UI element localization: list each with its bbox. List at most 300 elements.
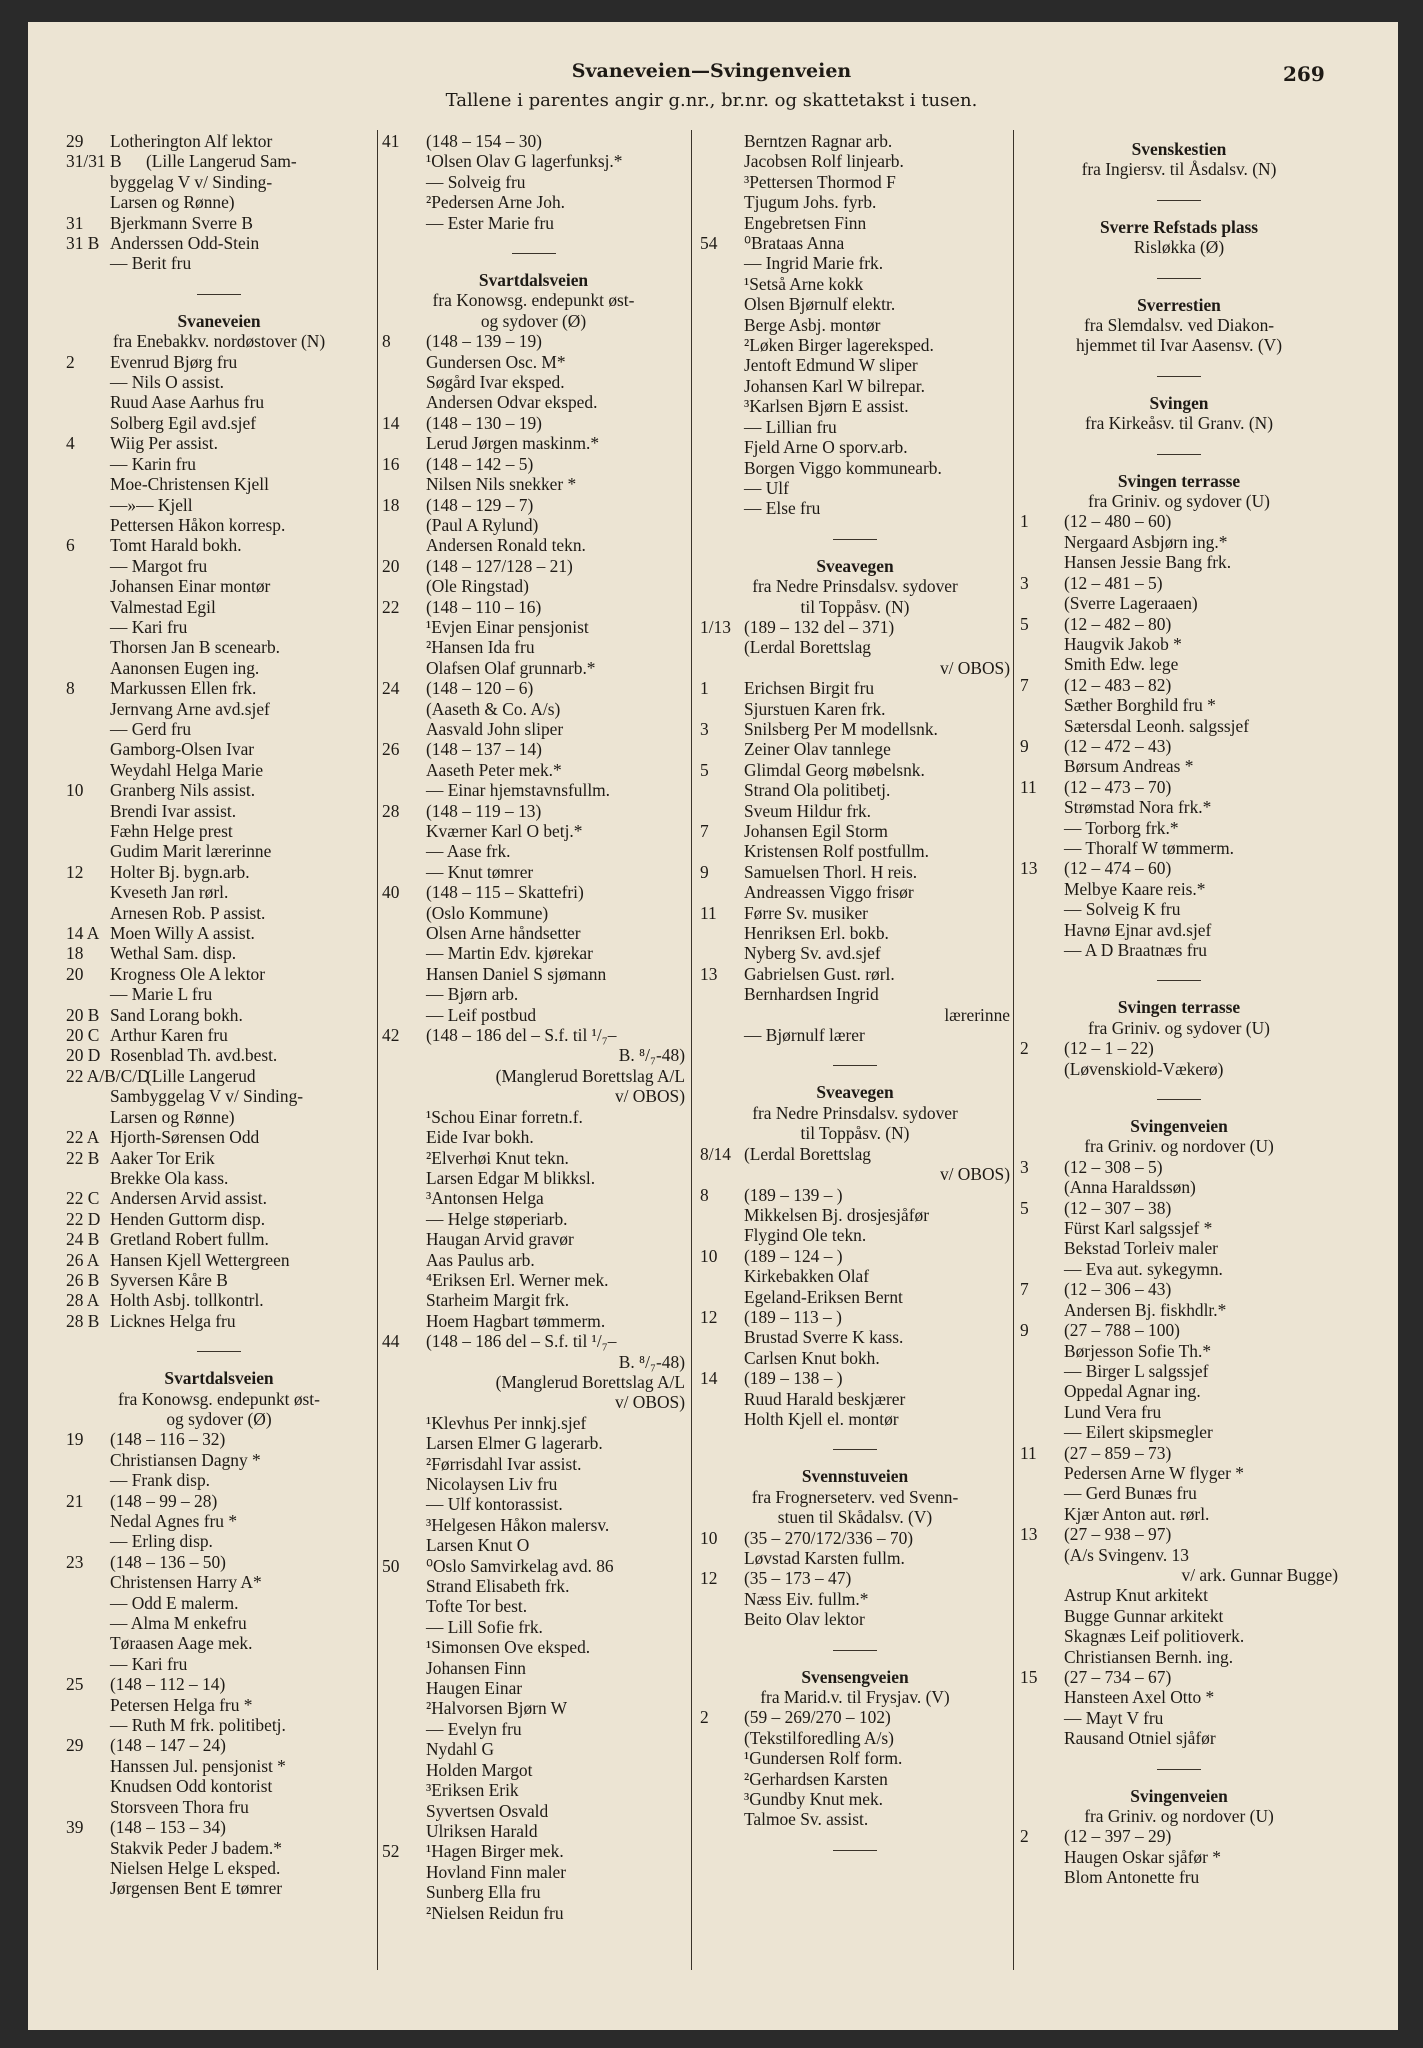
entry-text: ²Halvorsen Bjørn W xyxy=(426,1698,568,1719)
entry-text: Larsen Knut O xyxy=(426,1535,530,1556)
directory-entry xyxy=(1020,654,1338,674)
section-divider xyxy=(833,1850,877,1851)
entry-text: — Marie L fru xyxy=(110,984,213,1005)
house-number: 28 B xyxy=(66,1310,100,1331)
street-description: fra Nedre Prinsdalsv. sydover xyxy=(752,576,958,597)
directory-entry xyxy=(382,1515,685,1535)
directory-entry xyxy=(700,943,1010,963)
directory-entry xyxy=(382,1413,685,1433)
entry-text: Sætersdal Leonh. salgssjef xyxy=(1064,715,1249,736)
entry-text: — Margot fru xyxy=(110,555,208,576)
house-number: 7 xyxy=(1020,674,1029,695)
entry-text: ³Helgesen Håkon malersv. xyxy=(426,1514,610,1535)
directory-entry xyxy=(1020,1422,1338,1442)
directory-entry xyxy=(1020,1667,1338,1687)
directory-entry xyxy=(700,172,1010,192)
directory-entry xyxy=(66,1878,372,1898)
entry-text: (Anna Haraldssøn) xyxy=(1064,1177,1196,1198)
house-number: 44 xyxy=(382,1331,400,1352)
entry-text: — Berit fru xyxy=(110,253,192,274)
entry-text: — Helge støperiarb. xyxy=(426,1208,568,1229)
house-number: 13 xyxy=(1020,858,1038,879)
entry-text: (Sverre Lageraaen) xyxy=(1064,593,1198,614)
house-number: 41 xyxy=(382,131,400,151)
directory-entry xyxy=(1020,1341,1338,1361)
entry-text: Bugge Gunnar arkitekt xyxy=(1064,1605,1224,1626)
directory-entry xyxy=(700,1266,1010,1286)
directory-entry xyxy=(1020,1524,1338,1544)
entry-text: Henden Guttorm disp. xyxy=(110,1208,266,1229)
entry-text: Hjorth-Sørensen Odd xyxy=(110,1127,260,1148)
entry-text: (12 – 308 – 5) xyxy=(1064,1156,1163,1177)
entry-text: Gudim Marit lærerinne xyxy=(110,841,272,862)
entry-text: Jentoft Edmund W sliper xyxy=(744,355,918,376)
entry-text: Nielsen Helge L eksped. xyxy=(110,1857,281,1878)
directory-entry xyxy=(66,213,372,233)
directory-column xyxy=(66,131,372,1899)
directory-entry xyxy=(700,1348,1010,1368)
entry-text: Kirkebakken Olaf xyxy=(744,1266,870,1287)
entry-text: Astrup Knut arkitekt xyxy=(1064,1585,1208,1606)
house-number: 22 C xyxy=(66,1188,100,1209)
directory-entry xyxy=(382,213,685,233)
entry-text: Mikkelsen Bj. drosjesjåfør xyxy=(744,1204,929,1225)
directory-entry xyxy=(382,903,685,923)
house-number: 28 A xyxy=(66,1290,100,1311)
directory-entry xyxy=(1020,1157,1338,1177)
entry-text: Andreassen Viggo frisør xyxy=(744,882,914,903)
section-divider xyxy=(1157,454,1201,455)
directory-entry xyxy=(66,1086,372,1106)
entry-text: Bjerkmann Sverre B xyxy=(110,212,253,233)
directory-entry xyxy=(66,617,372,637)
directory-entry xyxy=(700,192,1010,212)
directory-entry xyxy=(1020,1059,1338,1079)
entry-text: — Birger L salgssjef xyxy=(1064,1360,1209,1381)
directory-entry xyxy=(382,1862,685,1882)
entry-text: Rausand Otniel sjåfør xyxy=(1064,1728,1216,1749)
directory-entry xyxy=(382,1188,685,1208)
directory-entry xyxy=(382,1311,685,1331)
street-description: fra Enebakkv. nordøstover (N) xyxy=(112,331,326,352)
house-number: 42 xyxy=(382,1025,400,1046)
page-header-title: Svaneveien—Svingenveien xyxy=(571,60,852,82)
directory-entry xyxy=(382,1617,685,1637)
entry-text: Holden Margot xyxy=(426,1759,533,1780)
directory-entry xyxy=(382,1168,685,1188)
entry-text: Knudsen Odd kontorist xyxy=(110,1776,273,1797)
street-heading: Svensengveien xyxy=(801,1666,909,1687)
entry-text: Valmestad Egil xyxy=(110,596,216,617)
directory-entry xyxy=(66,1066,372,1086)
entry-text: Holth Kjell el. montør xyxy=(744,1408,899,1429)
directory-entry xyxy=(66,515,372,535)
street-description: fra Nedre Prinsdalsv. sydover xyxy=(752,1102,958,1123)
directory-entry xyxy=(66,1531,372,1551)
directory-entry xyxy=(66,1491,372,1511)
house-number: 13 xyxy=(700,963,718,984)
directory-entry xyxy=(1020,532,1338,552)
entry-text: — Leif postbud xyxy=(426,1004,537,1025)
entry-text: Larsen Elmer G lagerarb. xyxy=(426,1433,603,1454)
entry-text: Holth Asbj. tollkontrl. xyxy=(110,1290,264,1311)
entry-text: — Nils O assist. xyxy=(110,372,225,393)
directory-entry xyxy=(66,1695,372,1715)
entry-text: Haugen Einar xyxy=(426,1678,523,1699)
entry-text: — Solveig K fru xyxy=(1064,899,1181,920)
entry-continuation: v/ OBOS) xyxy=(939,1164,1010,1185)
directory-entry xyxy=(700,213,1010,233)
directory-entry xyxy=(700,1389,1010,1409)
house-number: 20 xyxy=(382,555,400,576)
house-number: 2 xyxy=(1020,1038,1029,1059)
directory-entry xyxy=(1020,1279,1338,1299)
entry-text: — Knut tømrer xyxy=(426,861,534,882)
entry-text: ¹Setså Arne kokk xyxy=(744,273,864,294)
directory-entry xyxy=(700,801,1010,821)
entry-text: (148 – 136 – 50) xyxy=(110,1551,226,1572)
directory-entry xyxy=(66,923,372,943)
entry-text: (148 – 154 – 30) xyxy=(426,131,542,151)
directory-entry xyxy=(382,780,685,800)
street-heading: Svingen terrasse xyxy=(1117,997,1241,1018)
entry-text: Aasvald John sliper xyxy=(426,718,564,739)
house-number: 39 xyxy=(66,1817,84,1838)
entry-text: Sambyggelag V v/ Sinding- xyxy=(110,1086,304,1107)
entry-text: — Bjørn arb. xyxy=(426,984,519,1005)
entry-text: Brekke Ola kass. xyxy=(110,1167,229,1188)
house-number: 8 xyxy=(66,678,75,699)
directory-entry xyxy=(700,1769,1010,1789)
entry-text: — Karin fru xyxy=(110,453,196,474)
section-divider xyxy=(1157,980,1201,981)
directory-entry xyxy=(66,1797,372,1817)
entry-text: — A D Braatnæs fru xyxy=(1064,940,1207,960)
entry-text: — Mayt V fru xyxy=(1064,1707,1164,1728)
directory-entry xyxy=(1020,1708,1338,1728)
street-description: fra Frognerseterv. ved Svenn- xyxy=(751,1486,959,1507)
entry-text: Christiansen Dagny * xyxy=(110,1449,261,1470)
directory-entry xyxy=(700,862,1010,882)
directory-entry xyxy=(1020,1647,1338,1667)
directory-entry xyxy=(700,396,1010,416)
entry-text: ³Antonsen Helga xyxy=(426,1188,544,1209)
entry-text: (189 – 138 – ) xyxy=(744,1368,843,1389)
entry-text: (148 – 112 – 14) xyxy=(110,1674,226,1695)
entry-text: — Ulf kontorassist. xyxy=(426,1494,563,1515)
entry-text: Flygind Ole tekn. xyxy=(744,1225,867,1246)
entry-text: Smith Edw. lege xyxy=(1064,654,1179,675)
directory-entry xyxy=(382,1250,685,1270)
directory-entry xyxy=(66,556,372,576)
entry-text: — Torborg frk.* xyxy=(1064,817,1179,838)
street-description: fra Konowsg. endepunkt øst- xyxy=(432,290,635,311)
entry-text: Johansen Egil Storm xyxy=(744,821,888,841)
entry-text: Melbye Kaare reis.* xyxy=(1064,878,1206,899)
house-number: 6 xyxy=(66,535,75,556)
house-number: 50 xyxy=(382,1555,400,1576)
directory-entry xyxy=(66,372,372,392)
entry-text: — Ruth M frk. politibetj. xyxy=(110,1715,286,1736)
entry-text: Carlsen Knut bokh. xyxy=(744,1347,880,1368)
house-number: 8 xyxy=(382,331,391,352)
directory-entry xyxy=(66,233,372,253)
directory-entry xyxy=(66,1127,372,1147)
directory-entry xyxy=(66,780,372,800)
house-number: 20 xyxy=(66,963,84,984)
column-divider xyxy=(691,130,692,1970)
directory-entry xyxy=(66,1572,372,1592)
directory-entry xyxy=(66,474,372,494)
entry-continuation: (Manglerud Borettslag A/L xyxy=(495,1065,685,1086)
entry-text: Andersen Arvid assist. xyxy=(110,1188,267,1209)
entry-text: Hovland Finn maler xyxy=(426,1861,567,1882)
directory-entry xyxy=(700,335,1010,355)
directory-entry xyxy=(66,1107,372,1127)
house-number: 20 C xyxy=(66,1025,100,1046)
entry-text: (Lille Langerud Sam- xyxy=(146,151,297,172)
entry-text: (148 – 153 – 34) xyxy=(110,1817,226,1838)
directory-entry xyxy=(700,294,1010,314)
street-heading: Svennstuveien xyxy=(801,1466,909,1487)
entry-text: Tjugum Johs. fyrb. xyxy=(744,192,877,213)
directory-entry xyxy=(66,1025,372,1045)
directory-entry xyxy=(700,458,1010,478)
entry-text: ²Førrisdahl Ivar assist. xyxy=(426,1453,582,1474)
directory-entry xyxy=(382,862,685,882)
directory-entry xyxy=(700,274,1010,294)
directory-entry xyxy=(66,719,372,739)
house-number: 1 xyxy=(1020,511,1029,532)
entry-text: — Evelyn fru xyxy=(426,1718,522,1739)
entry-text: (Ole Ringstad) xyxy=(426,576,529,597)
entry-text: ¹Hagen Birger mek. xyxy=(426,1841,564,1862)
entry-text: ¹Evjen Einar pensjonist xyxy=(426,616,589,637)
directory-entry xyxy=(1020,1443,1338,1463)
directory-entry xyxy=(1020,552,1338,572)
section-divider xyxy=(197,1351,241,1352)
entry-text: (148 – 120 – 6) xyxy=(426,678,534,699)
entry-text: — Martin Edv. kjørekar xyxy=(426,943,593,964)
column-divider xyxy=(1013,130,1014,1970)
directory-entry xyxy=(382,964,685,984)
entry-text: Andersen Odvar eksped. xyxy=(426,392,598,413)
entry-text: — Eva aut. sykegymn. xyxy=(1064,1258,1223,1279)
entry-text: (35 – 270/172/336 – 70) xyxy=(744,1527,914,1548)
directory-column xyxy=(382,131,685,1923)
directory-entry xyxy=(1020,756,1338,776)
house-number: 5 xyxy=(1020,613,1029,634)
entry-text: Licknes Helga fru xyxy=(110,1310,236,1331)
entry-text: Christiansen Bernh. ing. xyxy=(1064,1646,1234,1667)
entry-text: (12 – 474 – 60) xyxy=(1064,858,1172,879)
directory-entry xyxy=(382,739,685,759)
directory-entry xyxy=(1020,1867,1338,1887)
directory-entry xyxy=(1020,1687,1338,1707)
directory-entry xyxy=(382,1698,685,1718)
entry-text: Kværner Karl O betj.* xyxy=(426,821,583,841)
house-number: 4 xyxy=(66,433,75,454)
entry-text: — Eilert skipsmegler xyxy=(1064,1422,1213,1443)
directory-entry xyxy=(1020,1504,1338,1524)
directory-entry xyxy=(382,699,685,719)
directory-entry xyxy=(1020,1300,1338,1320)
directory-entry xyxy=(1020,1177,1338,1197)
entry-text: ²Nielsen Reidun fru xyxy=(426,1902,564,1923)
entry-text: Beito Olav lektor xyxy=(744,1609,865,1630)
entry-continuation: v/ OBOS) xyxy=(614,1392,685,1413)
entry-text: Berntzen Ragnar arb. xyxy=(744,131,893,151)
street-heading: Svingenveien xyxy=(1130,1116,1228,1137)
entry-text: Henriksen Erl. bokb. xyxy=(744,923,889,944)
entry-text: Brendi Ivar assist. xyxy=(110,800,237,821)
entry-text: Tomt Harald bokh. xyxy=(110,535,242,556)
entry-text: (148 – 137 – 14) xyxy=(426,739,542,760)
directory-entry xyxy=(382,1678,685,1698)
house-number: 3 xyxy=(1020,572,1029,593)
entry-text: (148 – 142 – 5) xyxy=(426,453,534,474)
house-number: 2 xyxy=(1020,1826,1029,1847)
directory-entry xyxy=(66,964,372,984)
directory-entry xyxy=(66,658,372,678)
house-number: 22 xyxy=(382,596,400,617)
directory-entry xyxy=(1020,1402,1338,1422)
directory-entry xyxy=(700,253,1010,273)
street-description: til Toppåsv. (N) xyxy=(800,1123,910,1144)
directory-entry xyxy=(1020,858,1338,878)
directory-entry xyxy=(1020,1198,1338,1218)
entry-text: Sveum Hildur frk. xyxy=(744,800,872,821)
directory-entry xyxy=(382,172,685,192)
entry-text: ²Pedersen Arne Joh. xyxy=(426,192,565,213)
entry-text: Haugen Oskar sjåfør * xyxy=(1064,1846,1221,1867)
entry-text: Bekstad Torleiv maler xyxy=(1064,1238,1218,1259)
street-heading: Sveavegen xyxy=(816,555,894,576)
entry-text: Børsum Andreas * xyxy=(1064,756,1194,777)
entry-text: Strømstad Nora frk.* xyxy=(1064,797,1212,818)
entry-text: — Erling disp. xyxy=(110,1531,213,1552)
section-divider xyxy=(197,294,241,295)
entry-text: Weydahl Helga Marie xyxy=(110,759,264,780)
directory-entry xyxy=(1020,838,1338,858)
directory-entry xyxy=(1020,920,1338,940)
directory-entry xyxy=(382,1025,685,1045)
entry-text: Løvstad Karsten fullm. xyxy=(744,1548,905,1568)
entry-continuation: v/ OBOS) xyxy=(614,1086,685,1107)
entry-text: Lerud Jørgen maskinm.* xyxy=(426,433,600,454)
entry-text: Oppedal Agnar ing. xyxy=(1064,1381,1201,1402)
directory-entry xyxy=(382,1433,685,1453)
entry-text: (Lerdal Borettslag xyxy=(744,1143,871,1164)
directory-entry xyxy=(1020,511,1338,531)
directory-entry xyxy=(66,699,372,719)
directory-entry xyxy=(1020,818,1338,838)
entry-text: (148 – 186 del – S.f. til ¹/₇– xyxy=(426,1331,617,1352)
entry-text: Nedal Agnes fru * xyxy=(110,1511,238,1531)
entry-text: (189 – 139 – ) xyxy=(744,1184,843,1205)
directory-entry xyxy=(66,862,372,882)
directory-entry xyxy=(66,821,372,841)
entry-text: Nydahl G xyxy=(426,1739,495,1760)
entry-continuation: (Manglerud Borettslag A/L xyxy=(495,1371,685,1392)
section-divider xyxy=(1157,278,1201,279)
entry-text: Zeiner Olav tannlege xyxy=(744,739,891,760)
street-description: fra Konowsg. endepunkt øst- xyxy=(118,1388,320,1409)
directory-entry xyxy=(1020,1320,1338,1340)
entry-text: (12 – 307 – 38) xyxy=(1064,1197,1172,1218)
directory-entry xyxy=(66,1290,372,1310)
directory-entry xyxy=(66,678,372,698)
directory-entry xyxy=(382,1107,685,1127)
directory-entry xyxy=(382,331,685,351)
directory-entry xyxy=(1020,1606,1338,1626)
entry-text: Storsveen Thora fru xyxy=(110,1796,249,1817)
directory-column xyxy=(1020,131,1338,1888)
entry-text: Nergaard Asbjørn ing.* xyxy=(1064,531,1228,552)
directory-entry xyxy=(66,1005,372,1025)
directory-entry xyxy=(66,903,372,923)
entry-text: (12 – 482 – 80) xyxy=(1064,613,1172,634)
entry-text: — Solveig fru xyxy=(426,171,526,192)
entry-text: ²Løken Birger lagereksped. xyxy=(744,335,934,356)
street-description: fra Griniv. og sydover (U) xyxy=(1088,1017,1270,1038)
entry-text: Gretland Robert fullm. xyxy=(110,1229,269,1250)
house-number: 1 xyxy=(700,678,709,699)
directory-entry xyxy=(382,515,685,535)
directory-entry xyxy=(1020,1483,1338,1503)
entry-text: Kjær Anton aut. rørl. xyxy=(1064,1503,1210,1524)
entry-continuation: B. ⁸/₇-48) xyxy=(618,1351,685,1372)
house-number: 8 xyxy=(700,1184,709,1205)
house-number: 22 A xyxy=(66,1127,100,1148)
house-number: 29 xyxy=(66,131,84,151)
directory-entry xyxy=(1020,1361,1338,1381)
directory-entry xyxy=(66,495,372,515)
directory-entry xyxy=(66,172,372,192)
page-header-subtitle: Tallene i parentes angir g.nr., br.nr. og skattetakst i tusen. xyxy=(445,90,978,111)
directory-entry xyxy=(66,801,372,821)
directory-entry xyxy=(1020,675,1338,695)
entry-text: — Ulf xyxy=(744,477,789,498)
house-number: 10 xyxy=(66,780,84,801)
entry-continuation: B. ⁸/₇-48) xyxy=(618,1045,685,1066)
entry-text: (12 – 480 – 60) xyxy=(1064,511,1172,532)
entry-text: (35 – 173 – 47) xyxy=(744,1568,852,1589)
directory-entry xyxy=(382,1270,685,1290)
directory-entry xyxy=(382,1903,685,1923)
section-divider xyxy=(1157,376,1201,377)
directory-entry xyxy=(1020,716,1338,736)
entry-text: Markussen Ellen frk. xyxy=(110,678,257,699)
directory-entry xyxy=(382,535,685,555)
entry-text: Egeland-Eriksen Bernt xyxy=(744,1286,903,1307)
house-number: 12 xyxy=(66,861,84,882)
entry-text: Talmoe Sv. assist. xyxy=(744,1809,869,1830)
directory-entry xyxy=(66,1311,372,1331)
entry-text: — Bjørnulf lærer xyxy=(744,1025,865,1046)
entry-text: — Aase frk. xyxy=(426,841,511,862)
directory-entry xyxy=(382,576,685,596)
entry-text: — Lill Sofie frk. xyxy=(426,1616,543,1637)
directory-entry xyxy=(66,637,372,657)
directory-entry xyxy=(1020,1826,1338,1846)
directory-entry xyxy=(66,1552,372,1572)
directory-entry xyxy=(700,233,1010,253)
street-description: stuen til Skådalsv. (V) xyxy=(777,1507,933,1528)
entry-text: — Else fru xyxy=(744,498,821,519)
directory-entry xyxy=(1020,1585,1338,1605)
directory-column xyxy=(700,131,1010,1867)
